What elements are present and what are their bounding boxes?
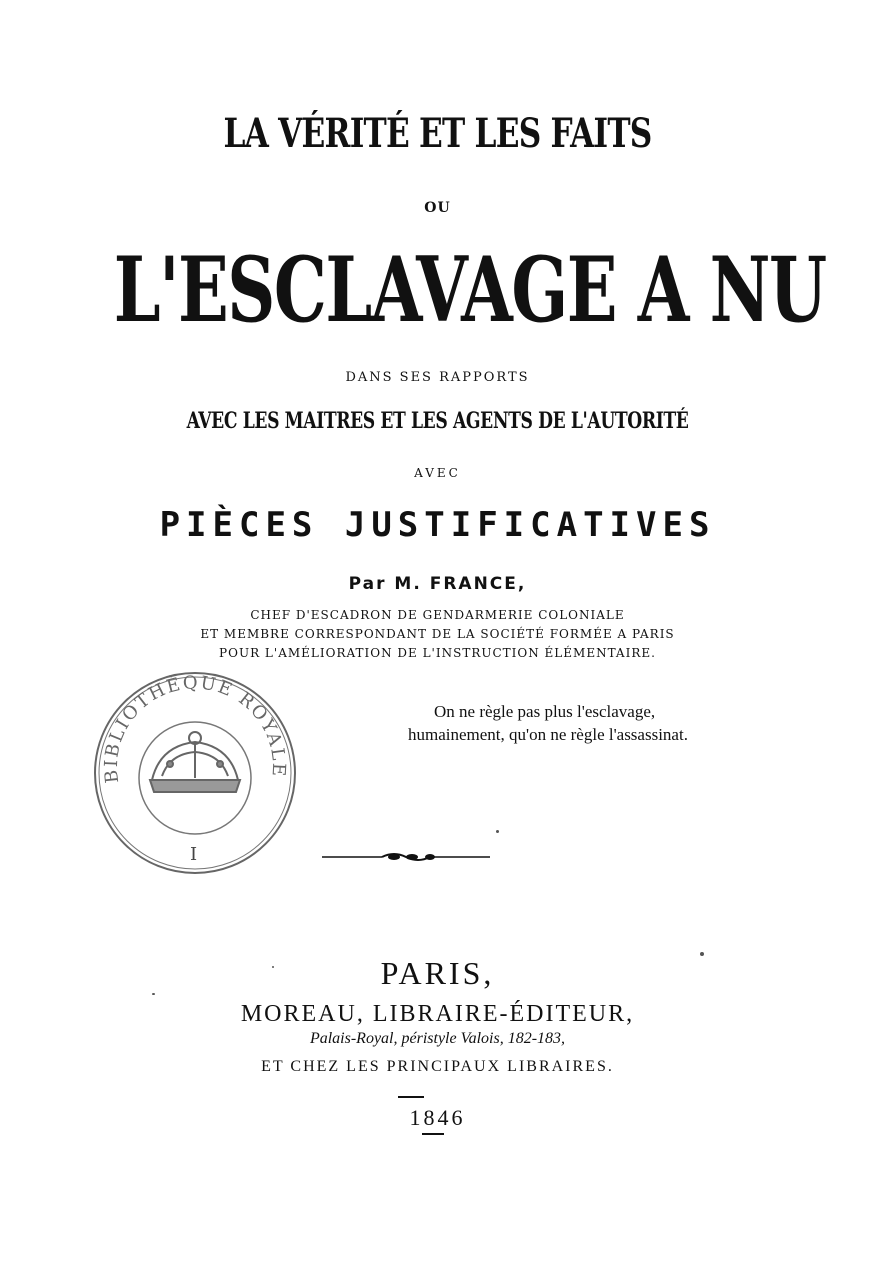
author-credential-3: POUR L'AMÉLIORATION DE L'INSTRUCTION ÉLÉMENTAIRE. [219, 646, 656, 660]
paper-speck [700, 952, 704, 956]
main-title: L'ESCLAVAGE A NU [113, 237, 826, 343]
stamp-text: BIBLIOTHÈQUE ROYALE [100, 672, 290, 785]
subtitle-line-3: AVEC [414, 466, 461, 480]
title-connector: OU [424, 200, 451, 216]
imprint-other: ET CHEZ LES PRINCIPAUX LIBRAIRES. [261, 1058, 614, 1075]
stamp-mark: I [190, 844, 198, 865]
imprint-publisher: MOREAU, LIBRAIRE-ÉDITEUR, [240, 1001, 635, 1027]
epigraph: On ne règle pas plus l'esclavage, humainement, qu'on ne règle l'assassinat. [408, 702, 688, 744]
author-credential-1: CHEF D'ESCADRON DE GENDARMERIE COLONIALE [250, 608, 625, 622]
library-stamp [90, 668, 300, 878]
subtitle-line-2: AVEC LES MAITRES ET LES AGENTS DE L'AUTORITÉ [186, 408, 689, 434]
imprint-address: Palais-Royal, péristyle Valois, 182-183, [309, 1030, 566, 1047]
crown-icon [150, 732, 240, 792]
subtitle-line-4: PIÈCES JUSTIFICATIVES [159, 505, 716, 545]
author-byline: Par M. FRANCE, [348, 574, 527, 594]
imprint-year: 1846 [409, 1105, 466, 1130]
paper-speck [152, 993, 155, 995]
title-line-1: LA VÉRITÉ ET LES FAITS [223, 110, 652, 157]
ornamental-rule [322, 850, 490, 864]
year-rule-bottom [422, 1133, 444, 1135]
author-credential-2: ET MEMBRE CORRESPONDANT DE LA SOCIÉTÉ FORMÉE A PARIS [200, 627, 675, 641]
paper-speck [272, 966, 274, 968]
year-rule-top [398, 1096, 424, 1098]
paper-speck [496, 830, 499, 833]
imprint-city: PARIS, [380, 955, 495, 991]
subtitle-line-1: DANS SES RAPPORTS [345, 370, 530, 385]
